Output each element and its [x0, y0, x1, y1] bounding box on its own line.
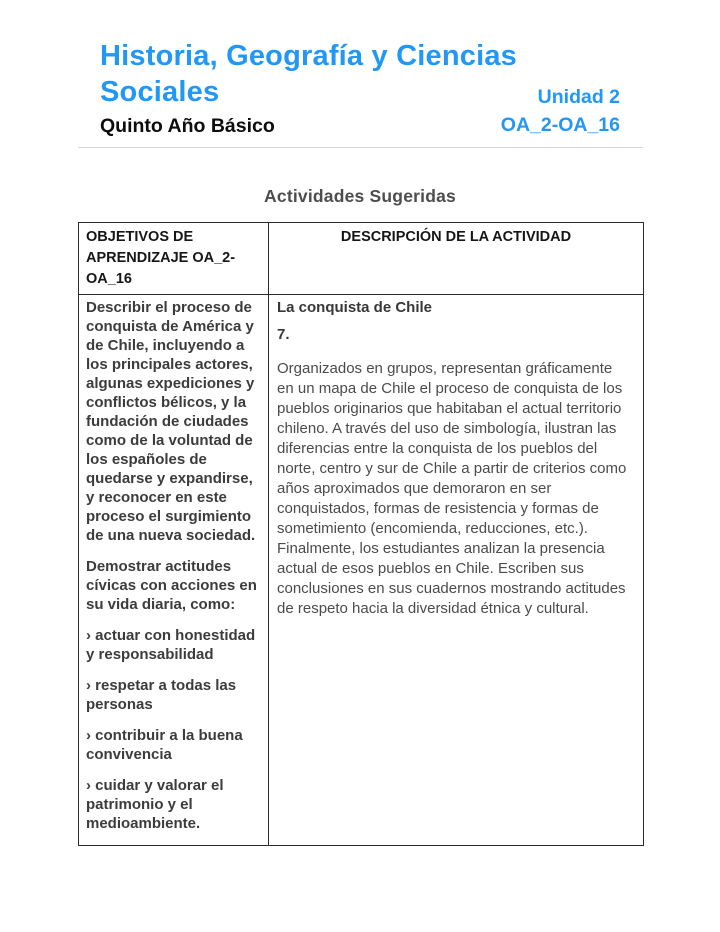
- activity-number: 7.: [277, 326, 290, 343]
- activity-title: La conquista de Chile: [277, 299, 433, 316]
- activities-table: [78, 222, 644, 846]
- objectives-cell: [79, 295, 269, 846]
- description-column-header: DESCRIPCIÓN DE LA ACTIVIDAD: [269, 223, 644, 295]
- table-body-row: [79, 295, 644, 846]
- objective-bullet: › respetar a todas las personas: [86, 677, 237, 713]
- activity-description: Organizados en grupos, representan gráficamente en un mapa de Chile el proceso de conquista de los pueblos originarios que habitaban el actual territorio chileno. A través del uso de simbología, ilustran las diferencias entre la conquista de los pueblos del norte, centro y sur de Chile a partir de criterios como años aproximados que demoraron en ser conquistados, formas de resistencia y formas de sometimiento (encomienda, reducciones, etc.). Finalmente, los estudiantes analizan la presencia actual de esos pueblos en Chile. Escriben sus conclusiones en sus cuadernos mostrando actitudes de respeto hacia la diversidad étnica y cultural.: [277, 360, 627, 617]
- objective-paragraph: Describir el proceso de conquista de América y de Chile, incluyendo a los principales actores, algunas expediciones y conflictos bélicos, y la fundación de ciudades como de la voluntad de los españoles de quedarse y expandirse, y reconocer en este proceso el surgimiento de una nueva sociedad.: [86, 299, 256, 544]
- objective-paragraph: Demostrar actitudes cívicas con acciones en su vida diaria, como:: [86, 558, 257, 613]
- table-header-row: [79, 223, 644, 295]
- page-subtitle: Quinto Año Básico: [100, 115, 275, 137]
- header-right-block: [501, 83, 620, 139]
- objective-bullet: › contribuir a la buena convivencia: [86, 727, 243, 763]
- page-title: Historia, Geografía y Ciencias Sociales: [100, 40, 517, 108]
- section-title: Actividades Sugeridas: [264, 186, 456, 206]
- header-divider: [78, 147, 643, 148]
- oa-code: OA_2-OA_16: [500, 114, 620, 136]
- objective-bullet: › cuidar y valorar el patrimonio y el medioambiente.: [86, 777, 224, 832]
- unit-label: Unidad 2: [537, 86, 620, 108]
- objectives-column-header: OBJETIVOS DE APRENDIZAJE OA_2-OA_16: [79, 223, 269, 295]
- activity-cell: [269, 295, 644, 846]
- objective-bullet: › actuar con honestidad y responsabilidad: [86, 627, 256, 663]
